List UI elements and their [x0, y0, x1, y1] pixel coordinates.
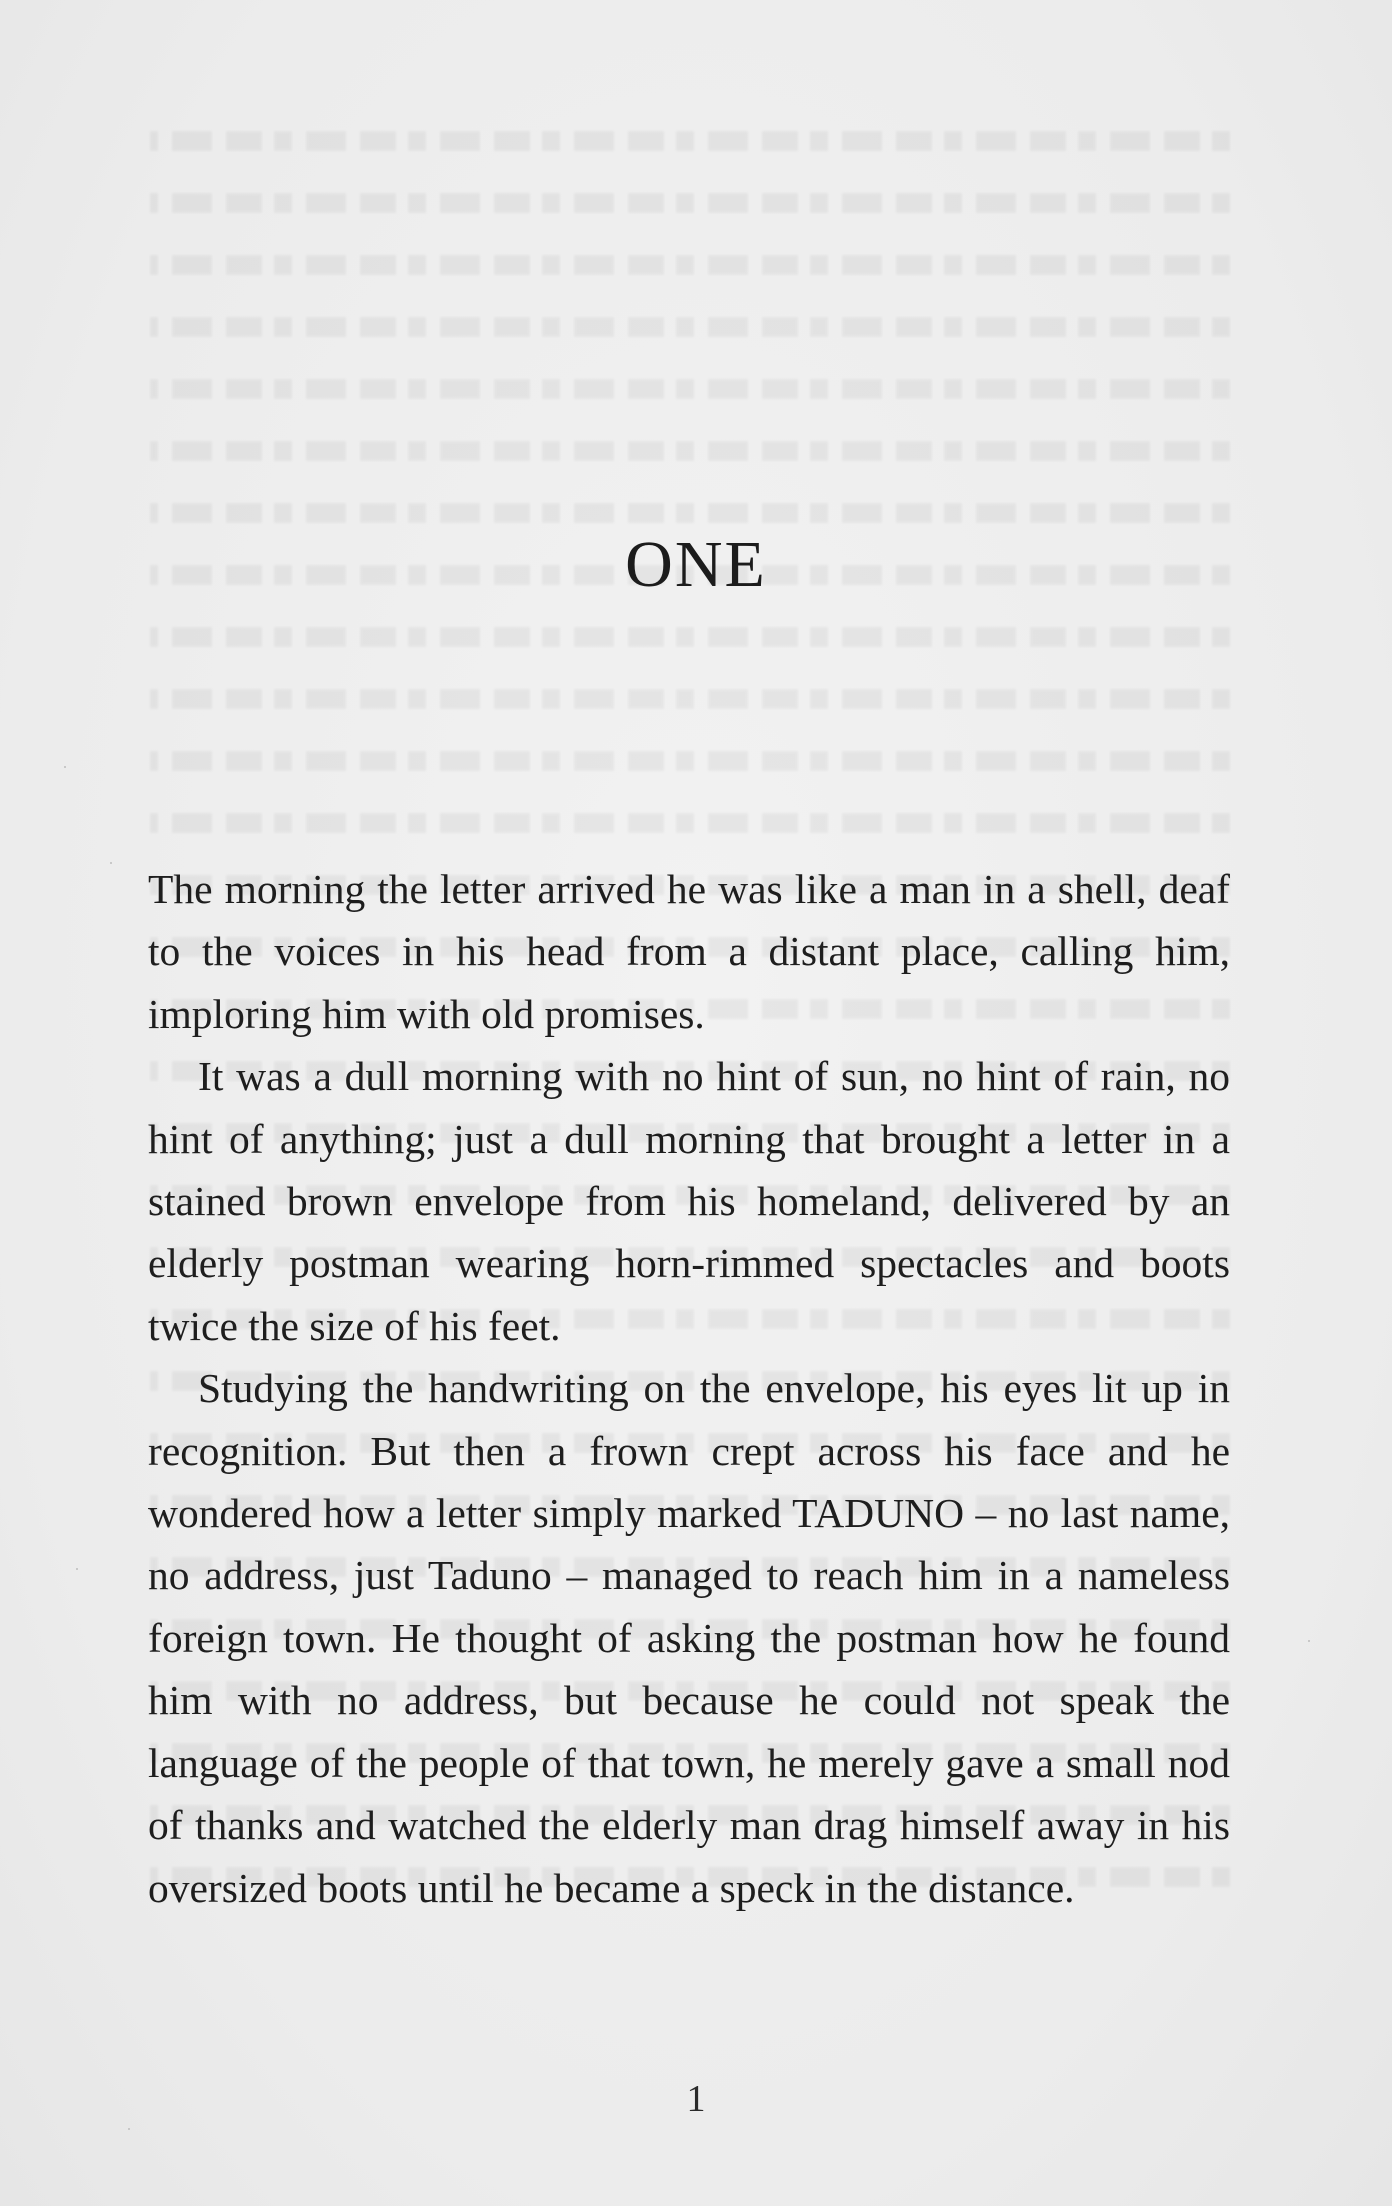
- page-number: 1: [686, 2078, 706, 2120]
- paper-speck: [1308, 1640, 1310, 1642]
- paragraph-1: The morning the letter arrived he was like a man in a shell, deaf to the voices in his head from a distant place, calling him, imploring him with old promises.: [148, 866, 1230, 1037]
- paragraph-2: It was a dull morning with no hint of sun, no hint of rain, no hint of anything; just a dull morning that brought a letter in a stained brown envelope from his homeland, delivered by an elderly postman wearing horn-rimmed spectacles and boots twice the size of his feet.: [148, 1053, 1230, 1349]
- paper-speck: [128, 2128, 130, 2130]
- paragraph-3: Studying the handwriting on the envelope, his eyes lit up in recognition. But then a frown crept across his face and he wondered how a letter simply marked TADUNO – no last name, no address, just Taduno – managed to reach him in a nameless foreign town. He thought of asking the postman how he found him with no address, but because he could not speak the language of the people of that town, he merely gave a small nod of thanks and watched the elderly man drag himself away in his oversized boots until he became a speck in the distance.: [148, 1365, 1230, 1911]
- paper-speck: [64, 766, 66, 768]
- chapter-title: ONE: [625, 528, 767, 601]
- chapter-body: [148, 858, 1230, 1919]
- paper-speck: [110, 862, 112, 864]
- paper-speck: [76, 1568, 78, 1570]
